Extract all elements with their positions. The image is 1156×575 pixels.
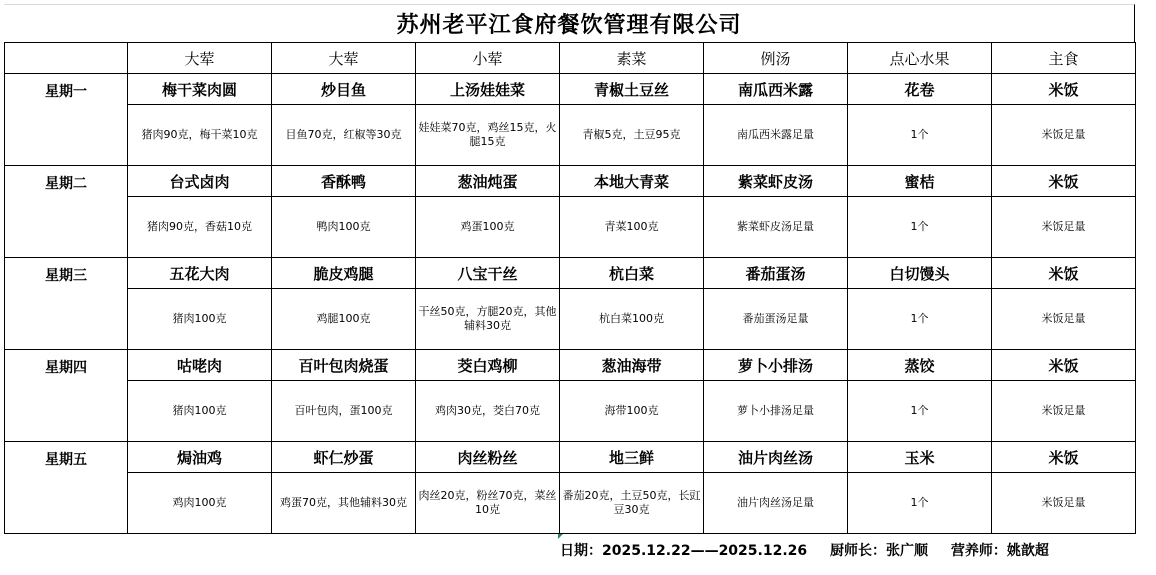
dish-detail: 萝卜小排汤足量 [704, 381, 848, 442]
dish-detail: 油片肉丝汤足量 [704, 473, 848, 534]
dish-name: 香酥鸭 [272, 166, 416, 197]
dish-name: 紫菜虾皮汤 [704, 166, 848, 197]
dish-detail: 鸡蛋100克 [416, 197, 560, 258]
dish-name: 肉丝粉丝 [416, 442, 560, 473]
dish-name: 米饭 [992, 442, 1136, 473]
dish-name: 青椒土豆丝 [560, 74, 704, 105]
dish-name: 茭白鸡柳 [416, 350, 560, 381]
day-label: 星期一 [5, 74, 128, 166]
dish-name: 葱油炖蛋 [416, 166, 560, 197]
dish-name: 焗油鸡 [128, 442, 272, 473]
header-big-meat-1: 大荤 [128, 43, 272, 74]
page-title: 苏州老平江食府餐饮管理有限公司 [4, 4, 1135, 42]
dish-name: 本地大青菜 [560, 166, 704, 197]
dish-detail: 鸡蛋70克，其他辅料30克 [272, 473, 416, 534]
dish-name: 炒目鱼 [272, 74, 416, 105]
dish-name: 虾仁炒蛋 [272, 442, 416, 473]
dish-detail: 米饭足量 [992, 289, 1136, 350]
dish-detail: 鸡肉30克，茭白70克 [416, 381, 560, 442]
dish-name: 米饭 [992, 350, 1136, 381]
dish-detail: 紫菜虾皮汤足量 [704, 197, 848, 258]
header-big-meat-2: 大荤 [272, 43, 416, 74]
dish-row [5, 74, 1136, 105]
dish-detail: 百叶包肉，蛋100克 [272, 381, 416, 442]
dish-detail: 肉丝20克，粉丝70克，菜丝10克 [416, 473, 560, 534]
dish-detail: 1个 [848, 473, 992, 534]
dish-detail: 猪肉100克 [128, 381, 272, 442]
dish-name: 玉米 [848, 442, 992, 473]
dish-name: 台式卤肉 [128, 166, 272, 197]
detail-row [5, 381, 1136, 442]
dish-row [5, 350, 1136, 381]
dish-detail: 1个 [848, 105, 992, 166]
dish-name: 杭白菜 [560, 258, 704, 289]
footer-nutritionist: 营养师：姚歆超 [950, 543, 1049, 559]
dish-detail: 青菜100克 [560, 197, 704, 258]
dish-detail: 鸡肉100克 [128, 473, 272, 534]
detail-row [5, 473, 1136, 534]
dish-name: 葱油海带 [560, 350, 704, 381]
dish-detail: 鸭肉100克 [272, 197, 416, 258]
dish-detail: 猪肉90克，香菇10克 [128, 197, 272, 258]
dish-name: 五花大肉 [128, 258, 272, 289]
dish-row [5, 258, 1136, 289]
dish-row [5, 442, 1136, 473]
dish-detail: 干丝50克，方腿20克，其他辅料30克 [416, 289, 560, 350]
dish-detail: 目鱼70克，红椒等30克 [272, 105, 416, 166]
weekly-menu-table [4, 42, 1136, 534]
day-label: 星期二 [5, 166, 128, 258]
dish-name: 咕咾肉 [128, 350, 272, 381]
header-soup: 例汤 [704, 43, 848, 74]
dish-detail: 1个 [848, 197, 992, 258]
dish-detail: 猪肉90克，梅干菜10克 [128, 105, 272, 166]
dish-name: 油片肉丝汤 [704, 442, 848, 473]
dish-detail: 1个 [848, 289, 992, 350]
header-small-meat: 小荤 [416, 43, 560, 74]
dish-detail: 杭白菜100克 [560, 289, 704, 350]
footer-date: 日期：2025.12.22——2025.12.26 [560, 543, 808, 559]
cell-comment-marker-icon [558, 534, 563, 539]
detail-row [5, 105, 1136, 166]
dish-row [5, 166, 1136, 197]
header-corner [5, 43, 128, 74]
dish-detail: 米饭足量 [992, 473, 1136, 534]
dish-name: 八宝干丝 [416, 258, 560, 289]
dish-name: 蒸饺 [848, 350, 992, 381]
dish-detail: 鸡腿100克 [272, 289, 416, 350]
detail-row [5, 289, 1136, 350]
dish-name: 米饭 [992, 166, 1136, 197]
menu-sheet [4, 4, 1135, 534]
detail-row [5, 197, 1136, 258]
header-vegetable: 素菜 [560, 43, 704, 74]
dish-name: 花卷 [848, 74, 992, 105]
day-label: 星期三 [5, 258, 128, 350]
dish-name: 米饭 [992, 258, 1136, 289]
header-staple: 主食 [992, 43, 1136, 74]
dish-name: 南瓜西米露 [704, 74, 848, 105]
dish-detail: 米饭足量 [992, 197, 1136, 258]
dish-name: 萝卜小排汤 [704, 350, 848, 381]
dish-name: 梅干菜肉圆 [128, 74, 272, 105]
dish-detail: 海带100克 [560, 381, 704, 442]
dish-name: 百叶包肉烧蛋 [272, 350, 416, 381]
dish-name: 米饭 [992, 74, 1136, 105]
dish-detail: 1个 [848, 381, 992, 442]
dish-detail: 番茄20克，土豆50克，长豇豆30克 [560, 473, 704, 534]
dish-detail: 番茄蛋汤足量 [704, 289, 848, 350]
header-row [5, 43, 1136, 74]
dish-name: 番茄蛋汤 [704, 258, 848, 289]
dish-name: 上汤娃娃菜 [416, 74, 560, 105]
day-label: 星期五 [5, 442, 128, 534]
dish-detail: 猪肉100克 [128, 289, 272, 350]
dish-detail: 南瓜西米露足量 [704, 105, 848, 166]
dish-detail: 米饭足量 [992, 105, 1136, 166]
dish-detail: 米饭足量 [992, 381, 1136, 442]
dish-name: 地三鲜 [560, 442, 704, 473]
dish-name: 蜜桔 [848, 166, 992, 197]
dish-detail: 青椒5克，土豆95克 [560, 105, 704, 166]
footer-chef: 厨师长：张广顺 [830, 543, 929, 559]
day-label: 星期四 [5, 350, 128, 442]
footer [560, 540, 1049, 560]
dish-name: 脆皮鸡腿 [272, 258, 416, 289]
header-snack-fruit: 点心水果 [848, 43, 992, 74]
dish-name: 白切馒头 [848, 258, 992, 289]
dish-detail: 娃娃菜70克，鸡丝15克，火腿15克 [416, 105, 560, 166]
